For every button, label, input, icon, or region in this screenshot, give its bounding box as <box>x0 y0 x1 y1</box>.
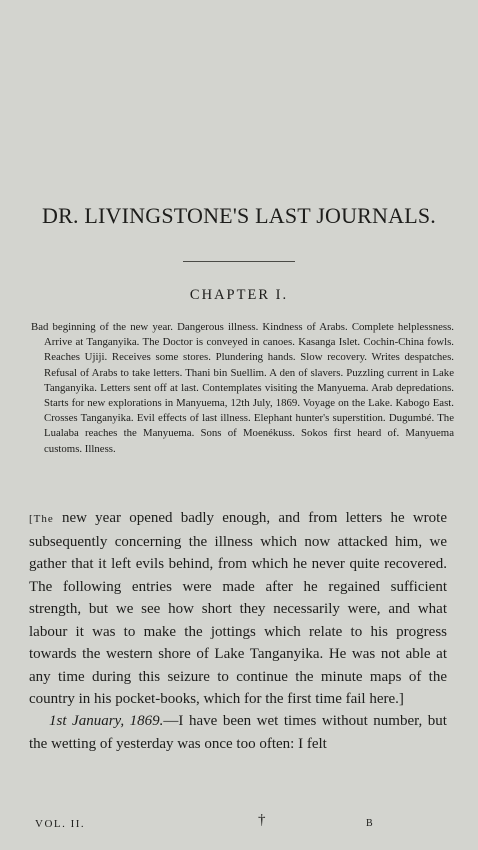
entry-date: 1st January, 1869. <box>49 713 164 729</box>
book-title: DR. LIVINGSTONE'S LAST JOURNALS. <box>42 203 436 228</box>
chapter-summary: Bad beginning of the new year. Dangerous illness. Kindness of Arabs. Complete helplessness. Arrive at Tanganyika. The Doctor is conveyed in canoes. Kasanga Islet. Cochin-China fowls. Reaches Ujiji. Receives some stores. Plundering hands. Slow recovery. Writes despatches. Refusal of Arabs to take letters. Thani bin Suellim. A den of slavers. Puzzling current in Lake Tanganyika. Letters sent off at last. Contemplates visiting the Manyuema. Arab depredations. Starts for new explorations in Manyuema, 12th July, 1869. Voyage on the Lake. Kabogo East. Crosses Tanganyika. Evil effects of last illness. Elephant hunter's superstition. Dugumbé. The Lualaba reaches the Manyuema. Sons of Moenékuss. Sokos first heard of. Manyuema customs. Illness. <box>31 321 454 455</box>
opening-small-caps: [The <box>29 513 54 525</box>
signature-mark: B <box>366 818 373 829</box>
journal-entry <box>29 710 447 755</box>
volume-label: VOL. II. <box>35 818 86 830</box>
dagger-mark: † <box>258 812 266 828</box>
title-divider <box>183 261 295 262</box>
opening-paragraph-text: new year opened badly enough, and from letters he wrote subsequently concerning the illness which now attacked him, we gather that it left evils behind, from which he never quite recovered. The following entries were made after he regained sufficient strength, but we see how short they necessarily were, and what labour it was to make the jottings which relate to his progress towards the western shore of Lake Tanganyika. He was not able at any time during this seizure to continue the minute maps of the country in his pocket-books, which for the first time fail here.] <box>29 510 447 707</box>
entry-text: —I have been wet times without number, but the wetting of yesterday was once too often: I felt <box>29 713 447 752</box>
opening-paragraph <box>29 507 447 711</box>
chapter-heading: CHAPTER I. <box>189 287 289 303</box>
